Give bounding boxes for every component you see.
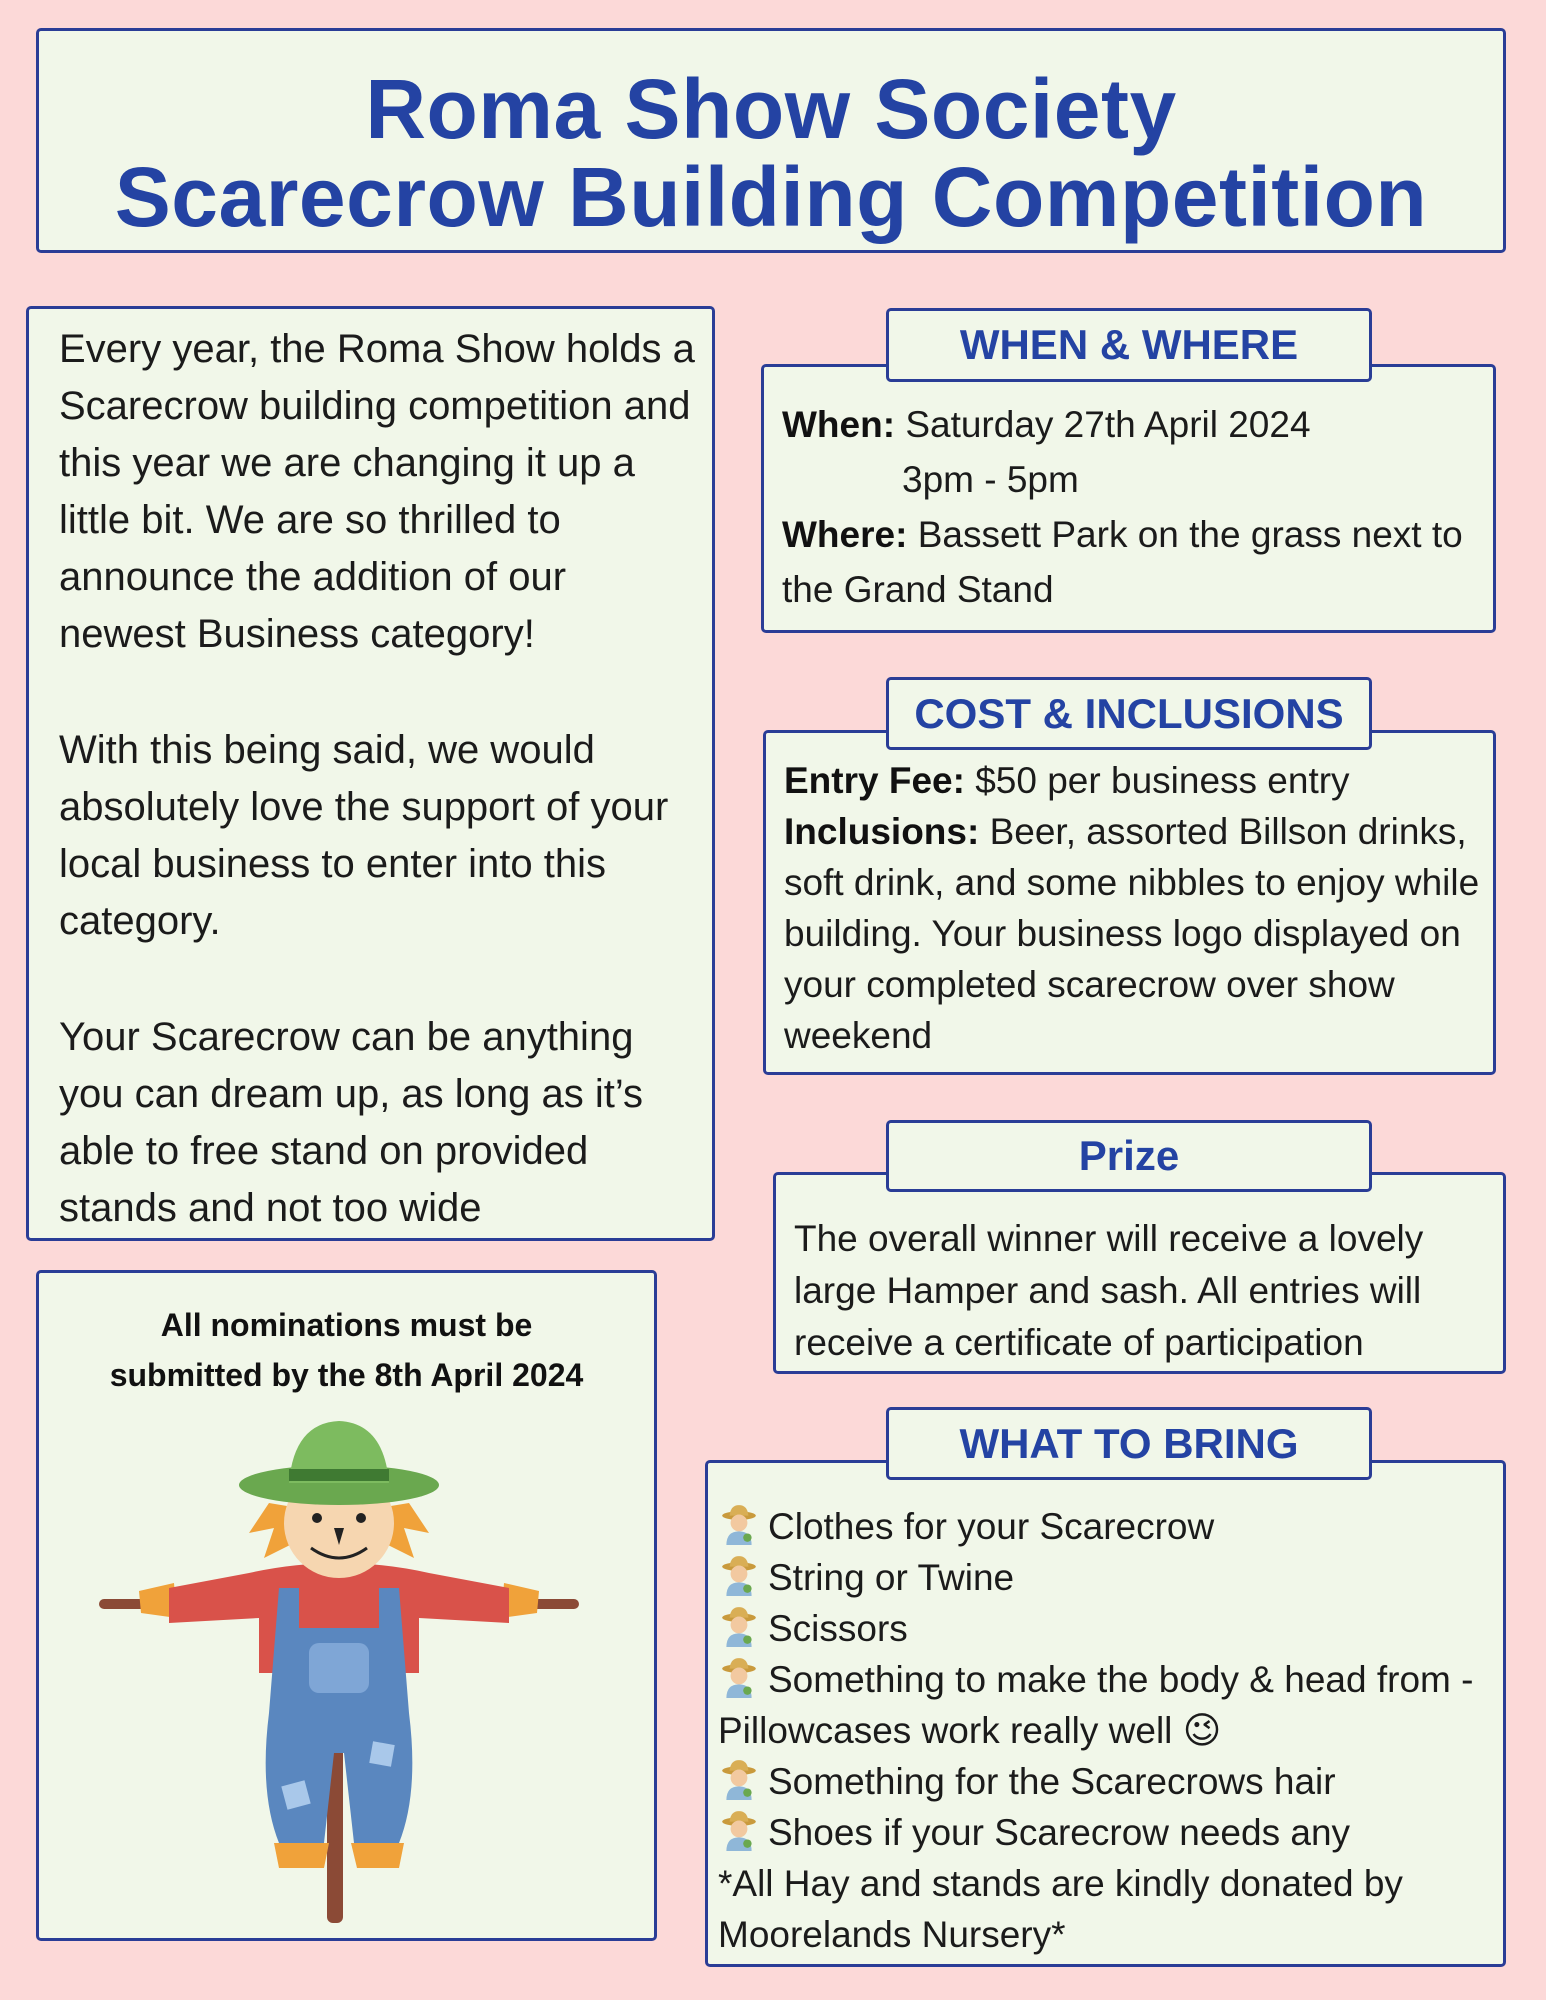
- nominations-deadline: [39, 1300, 654, 1400]
- bring-panel: [705, 1460, 1506, 1967]
- bring-item: Something for the Scarecrows hair: [718, 1756, 1493, 1807]
- nominations-line-2: submitted by the 8th April 2024: [109, 1357, 584, 1393]
- farmer-emoji-icon: [718, 1554, 760, 1596]
- inclusions-label: Inclusions:: [784, 811, 980, 852]
- where-value: Bassett Park on the grass next to the Grand Stand: [782, 514, 1463, 610]
- intro-panel: [26, 306, 715, 1241]
- bring-item: Shoes if your Scarecrow needs any: [718, 1807, 1493, 1858]
- cost-heading: COST & INCLUSIONS: [886, 677, 1372, 750]
- bring-item: Something to make the body & head from - Pillowcases work really well 😉: [718, 1654, 1493, 1756]
- wink-emoji-icon: 😉: [1182, 1710, 1222, 1751]
- farmer-emoji-icon: [718, 1809, 760, 1851]
- donation-note: *All Hay and stands are kindly donated by Moorelands Nursery*: [718, 1863, 1403, 1955]
- prize-panel: [773, 1172, 1506, 1374]
- fee-line: [784, 755, 1483, 806]
- fee-value: $50 per business entry: [975, 760, 1350, 801]
- bring-item: Clothes for your Scarecrow: [718, 1501, 1493, 1552]
- bring-heading: WHAT TO BRING: [886, 1407, 1372, 1480]
- nominations-line-1: All nominations must be: [160, 1307, 533, 1343]
- bring-list: [718, 1501, 1493, 1858]
- prize-text: The overall winner will receive a lovely large Hamper and sash. All entries will receive a certificate of participation: [794, 1218, 1424, 1363]
- where-label: Where:: [782, 514, 908, 555]
- when-line: [782, 397, 1483, 452]
- intro-paragraph-2: With this being said, we would absolutely love the support of your local business to enter into this category.: [59, 728, 669, 943]
- farmer-emoji-icon: [718, 1656, 760, 1698]
- intro-paragraph-3: Your Scarecrow can be anything you can dream up, as long as it’s able to free stand on provided stands and not too wide: [59, 1015, 644, 1230]
- time-value: 3pm - 5pm: [902, 459, 1079, 500]
- intro-paragraph-1: Every year, the Roma Show holds a Scarecrow building competition and this year we are changing it up a little bit. We are so thrilled to announce the addition of our newest Business category!: [59, 327, 695, 656]
- where-line: [782, 507, 1483, 617]
- title-line-2: Scarecrow Building Competition: [114, 150, 1428, 244]
- when-where-heading: WHEN & WHERE: [886, 308, 1372, 382]
- farmer-emoji-icon: [718, 1758, 760, 1800]
- scarecrow-illustration: [99, 1413, 579, 1923]
- prize-heading: Prize: [886, 1120, 1372, 1192]
- when-where-panel: [761, 364, 1496, 633]
- nominations-panel: [36, 1270, 657, 1941]
- farmer-emoji-icon: [718, 1503, 760, 1545]
- inclusions-line: [784, 806, 1483, 1061]
- cost-panel: [763, 730, 1496, 1075]
- when-value: Saturday 27th April 2024: [905, 404, 1311, 445]
- fee-label: Entry Fee:: [784, 760, 965, 801]
- farmer-emoji-icon: [718, 1605, 760, 1647]
- inclusions-value: Beer, assorted Billson drinks, soft drink, and some nibbles to enjoy while building. Your business logo displayed on your completed scarecrow over show weekend: [784, 811, 1480, 1056]
- when-label: When:: [782, 404, 896, 445]
- title-panel: [36, 28, 1506, 253]
- title-line-1: Roma Show Society: [365, 62, 1177, 156]
- page-title: [39, 62, 1503, 244]
- bring-item: Scissors: [718, 1603, 1493, 1654]
- bring-item: String or Twine: [718, 1552, 1493, 1603]
